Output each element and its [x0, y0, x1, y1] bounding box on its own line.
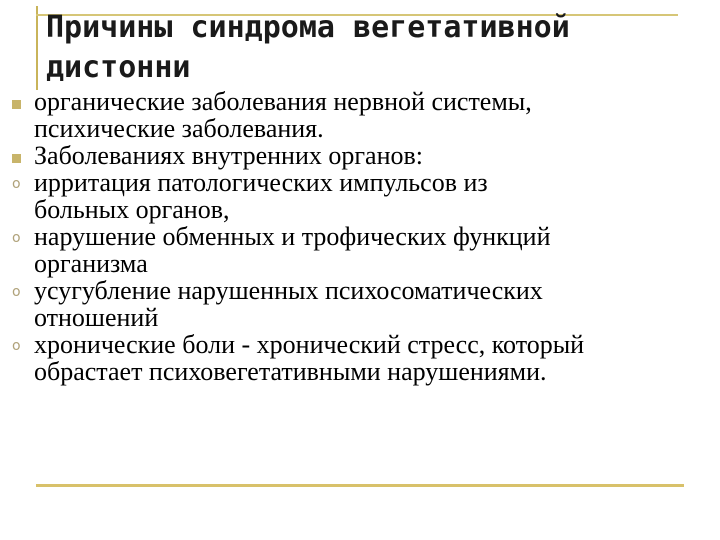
- list-item-text: отношений: [34, 303, 159, 332]
- bullet-list: [0, 88, 720, 385]
- list-item: [0, 331, 720, 385]
- list-item-text: обрастает психовегетативными нарушениями.: [34, 357, 547, 386]
- list-item-text: нарушение обменных и трофических функций: [34, 222, 551, 251]
- slide-title: [46, 8, 686, 88]
- list-item-text: психические заболевания.: [34, 114, 324, 143]
- slide-title-line-2: дистонни: [46, 50, 191, 85]
- decorative-vertical-line: [36, 6, 38, 90]
- decorative-bottom-line: [36, 484, 684, 487]
- list-item: [0, 88, 720, 142]
- list-item-text: хронические боли - хронический стресс, который: [34, 330, 585, 359]
- list-item: [0, 169, 720, 223]
- list-item-text: органические заболевания нервной системы,: [34, 87, 532, 116]
- list-item-text: Заболеваниях внутренних органов:: [34, 141, 423, 170]
- list-item: [0, 223, 720, 277]
- list-item-text: больных органов,: [34, 195, 230, 224]
- list-item-text: организма: [34, 249, 148, 278]
- list-item: [0, 142, 720, 169]
- slide-title-line-1: Причины синдрома вегетативной: [46, 10, 570, 45]
- list-item: [0, 277, 720, 331]
- list-item-text: ирритация патологических импульсов из: [34, 168, 488, 197]
- list-item-text: усугубление нарушенных психосоматических: [34, 276, 543, 305]
